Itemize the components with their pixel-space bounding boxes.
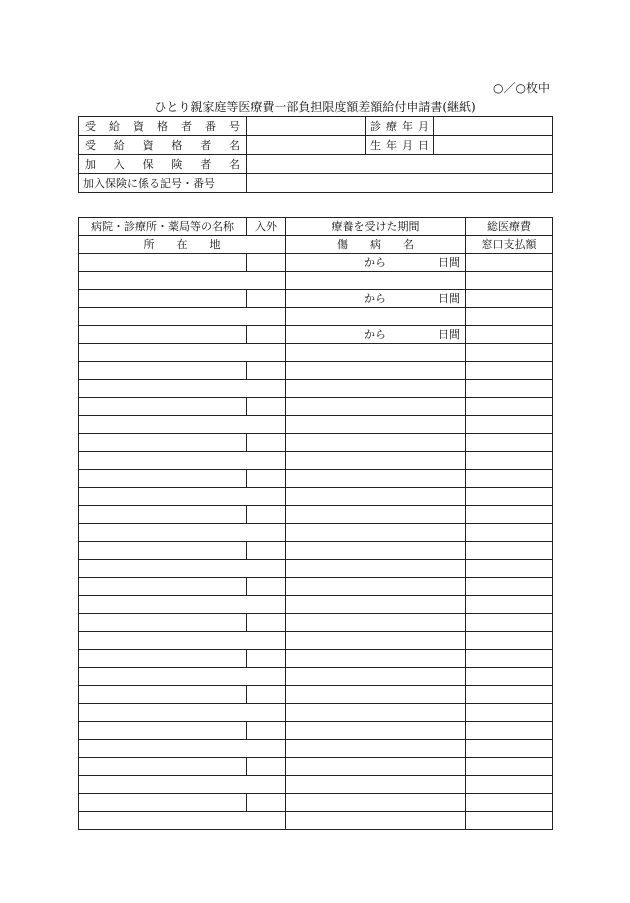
column-header-inpatient-outpatient: 入外 [247,218,286,236]
total-cost-cell[interactable] [466,758,553,776]
address-cell[interactable] [79,704,286,722]
record-row-top [79,290,553,308]
total-cost-cell[interactable] [466,614,553,632]
hospital-name-cell[interactable] [79,722,247,740]
form-title: ひとり親家庭等医療費一部負担限度額差額給付申請書(継紙) [154,100,476,114]
record-row-bottom [79,488,553,506]
record-row-bottom [79,452,553,470]
total-cost-cell[interactable] [466,578,553,596]
inpatient-outpatient-cell[interactable] [247,470,286,488]
total-cost-cell[interactable] [466,686,553,704]
total-cost-cell[interactable] [466,362,553,380]
record-row-bottom [79,596,553,614]
disease-name-cell[interactable] [286,632,466,650]
copayment-cell[interactable] [466,344,553,362]
treatment-period-cell[interactable] [286,578,466,596]
copayment-cell[interactable] [466,488,553,506]
address-cell[interactable] [79,776,286,794]
copayment-cell[interactable] [466,380,553,398]
disease-name-cell[interactable] [286,416,466,434]
column-header-copayment: 窓口支払額 [466,236,553,254]
record-row-bottom [79,704,553,722]
treatment-period-cell[interactable] [286,398,466,416]
treatment-period-cell[interactable] [286,614,466,632]
total-cost-cell[interactable] [466,254,553,272]
inpatient-outpatient-cell[interactable] [247,398,286,416]
recipient-name-field[interactable] [247,136,366,155]
hospital-name-cell[interactable] [79,398,247,416]
insurance-code-field[interactable] [247,174,553,193]
insured-name-field[interactable] [247,155,553,174]
recipient-number-field[interactable] [247,117,366,136]
total-cost-cell[interactable] [466,290,553,308]
record-row-bottom [79,524,553,542]
address-cell[interactable] [79,524,286,542]
address-cell[interactable] [79,812,286,830]
record-row-top [79,506,553,524]
record-row-bottom [79,560,553,578]
treatment-period-cell[interactable] [286,506,466,524]
address-cell[interactable] [79,560,286,578]
disease-name-cell[interactable] [286,308,466,326]
column-header-hospital-name: 病院・診療所・薬局等の名称 [79,218,247,236]
treatment-period-cell[interactable] [286,794,466,812]
period-days-label: 日間 [438,328,460,341]
record-row-top [79,254,553,272]
insurance-code-label: 加入保険に係る記号・番号 [79,174,247,193]
record-row-bottom [79,380,553,398]
treatment-period-cell[interactable] [286,686,466,704]
inpatient-outpatient-cell[interactable] [247,434,286,452]
inpatient-outpatient-cell[interactable] [247,254,286,272]
inpatient-outpatient-cell[interactable] [247,542,286,560]
treatment-period-cell[interactable] [286,254,466,272]
column-header-total-cost: 総医療費 [466,218,553,236]
copayment-cell[interactable] [466,560,553,578]
copayment-cell[interactable] [466,452,553,470]
treatment-period-cell[interactable] [286,470,466,488]
total-cost-cell[interactable] [466,650,553,668]
total-cost-cell[interactable] [466,398,553,416]
copayment-cell[interactable] [466,596,553,614]
address-cell[interactable] [79,488,286,506]
copayment-cell[interactable] [466,668,553,686]
address-cell[interactable] [79,272,286,290]
inpatient-outpatient-cell[interactable] [247,506,286,524]
total-cost-cell[interactable] [466,542,553,560]
insured-name-label: 加入保険者名 [79,155,247,174]
copayment-cell[interactable] [466,524,553,542]
address-cell[interactable] [79,668,286,686]
period-from-label: から [364,328,386,341]
address-cell[interactable] [79,344,286,362]
address-cell[interactable] [79,380,286,398]
disease-name-cell[interactable] [286,380,466,398]
hospital-name-cell[interactable] [79,326,247,344]
birth-date-field[interactable] [434,136,553,155]
record-row-bottom [79,812,553,830]
treatment-month-field[interactable] [434,117,553,136]
copayment-cell[interactable] [466,740,553,758]
copayment-cell[interactable] [466,812,553,830]
inpatient-outpatient-cell[interactable] [247,794,286,812]
hospital-name-cell[interactable] [79,290,247,308]
disease-name-cell[interactable] [286,740,466,758]
period-from-label: から [364,256,386,269]
record-row-top [79,398,553,416]
total-cost-cell[interactable] [466,506,553,524]
inpatient-outpatient-cell[interactable] [247,758,286,776]
copayment-cell[interactable] [466,704,553,722]
record-row-top [79,794,553,812]
column-header-disease-name: 傷 病 名 [286,236,466,254]
hospital-name-cell[interactable] [79,506,247,524]
total-cost-cell[interactable] [466,434,553,452]
hospital-name-cell[interactable] [79,614,247,632]
treatment-period-cell[interactable] [286,542,466,560]
disease-name-cell[interactable] [286,560,466,578]
record-row-bottom [79,272,553,290]
record-row-bottom [79,416,553,434]
birth-date-label: 生年月日 [366,136,434,155]
disease-name-cell[interactable] [286,668,466,686]
total-cost-cell[interactable] [466,722,553,740]
hospital-name-cell[interactable] [79,758,247,776]
treatment-period-cell[interactable] [286,290,466,308]
address-cell[interactable] [79,596,286,614]
record-row-bottom [79,668,553,686]
address-cell[interactable] [79,632,286,650]
treatment-month-label: 診療年月 [366,117,434,136]
disease-name-cell[interactable] [286,272,466,290]
total-cost-cell[interactable] [466,326,553,344]
record-row-bottom [79,308,553,326]
record-row-top [79,686,553,704]
recipient-number-label: 受給資格者番号 [79,117,247,136]
disease-name-cell[interactable] [286,596,466,614]
address-cell[interactable] [79,740,286,758]
hospital-name-cell[interactable] [79,434,247,452]
period-days-label: 日間 [438,256,460,269]
hospital-name-cell[interactable] [79,362,247,380]
hospital-name-cell[interactable] [79,794,247,812]
hospital-name-cell[interactable] [79,686,247,704]
treatment-period-cell[interactable] [286,650,466,668]
inpatient-outpatient-cell[interactable] [247,722,286,740]
copayment-cell[interactable] [466,416,553,434]
column-header-address: 所 在 地 [79,236,286,254]
recipient-name-label: 受給資格者名 [79,136,247,155]
record-row-top [79,470,553,488]
record-row-bottom [79,740,553,758]
total-cost-cell[interactable] [466,794,553,812]
inpatient-outpatient-cell[interactable] [247,686,286,704]
record-row-top [79,326,553,344]
treatment-period-cell[interactable] [286,758,466,776]
column-header-row-1 [79,218,553,236]
disease-name-cell[interactable] [286,812,466,830]
column-header-row-2 [79,236,553,254]
record-row-top [79,650,553,668]
inpatient-outpatient-cell[interactable] [247,326,286,344]
record-row-top [79,578,553,596]
record-row-top [79,434,553,452]
record-row-bottom [79,632,553,650]
record-row-top [79,614,553,632]
applicant-info-table [78,116,553,193]
address-cell[interactable] [79,452,286,470]
column-header-treatment-period: 療養を受けた期間 [286,218,466,236]
copayment-cell[interactable] [466,776,553,794]
hospital-name-cell[interactable] [79,578,247,596]
copayment-cell[interactable] [466,632,553,650]
treatment-period-cell[interactable] [286,362,466,380]
disease-name-cell[interactable] [286,344,466,362]
record-row-bottom [79,776,553,794]
medical-records-table [78,217,553,830]
page-count: ○／○枚中 [493,81,550,95]
inpatient-outpatient-cell[interactable] [247,614,286,632]
period-days-label: 日間 [438,292,460,305]
disease-name-cell[interactable] [286,704,466,722]
address-cell[interactable] [79,308,286,326]
disease-name-cell[interactable] [286,524,466,542]
record-row-bottom [79,344,553,362]
inpatient-outpatient-cell[interactable] [247,290,286,308]
copayment-cell[interactable] [466,272,553,290]
treatment-period-cell[interactable] [286,722,466,740]
record-row-top [79,362,553,380]
record-row-top [79,542,553,560]
hospital-name-cell[interactable] [79,650,247,668]
hospital-name-cell[interactable] [79,470,247,488]
period-from-label: から [364,292,386,305]
hospital-name-cell[interactable] [79,542,247,560]
inpatient-outpatient-cell[interactable] [247,578,286,596]
total-cost-cell[interactable] [466,470,553,488]
disease-name-cell[interactable] [286,776,466,794]
disease-name-cell[interactable] [286,452,466,470]
inpatient-outpatient-cell[interactable] [247,650,286,668]
treatment-period-cell[interactable] [286,326,466,344]
disease-name-cell[interactable] [286,488,466,506]
record-row-top [79,758,553,776]
treatment-period-cell[interactable] [286,434,466,452]
record-row-top [79,722,553,740]
address-cell[interactable] [79,416,286,434]
hospital-name-cell[interactable] [79,254,247,272]
copayment-cell[interactable] [466,308,553,326]
inpatient-outpatient-cell[interactable] [247,362,286,380]
